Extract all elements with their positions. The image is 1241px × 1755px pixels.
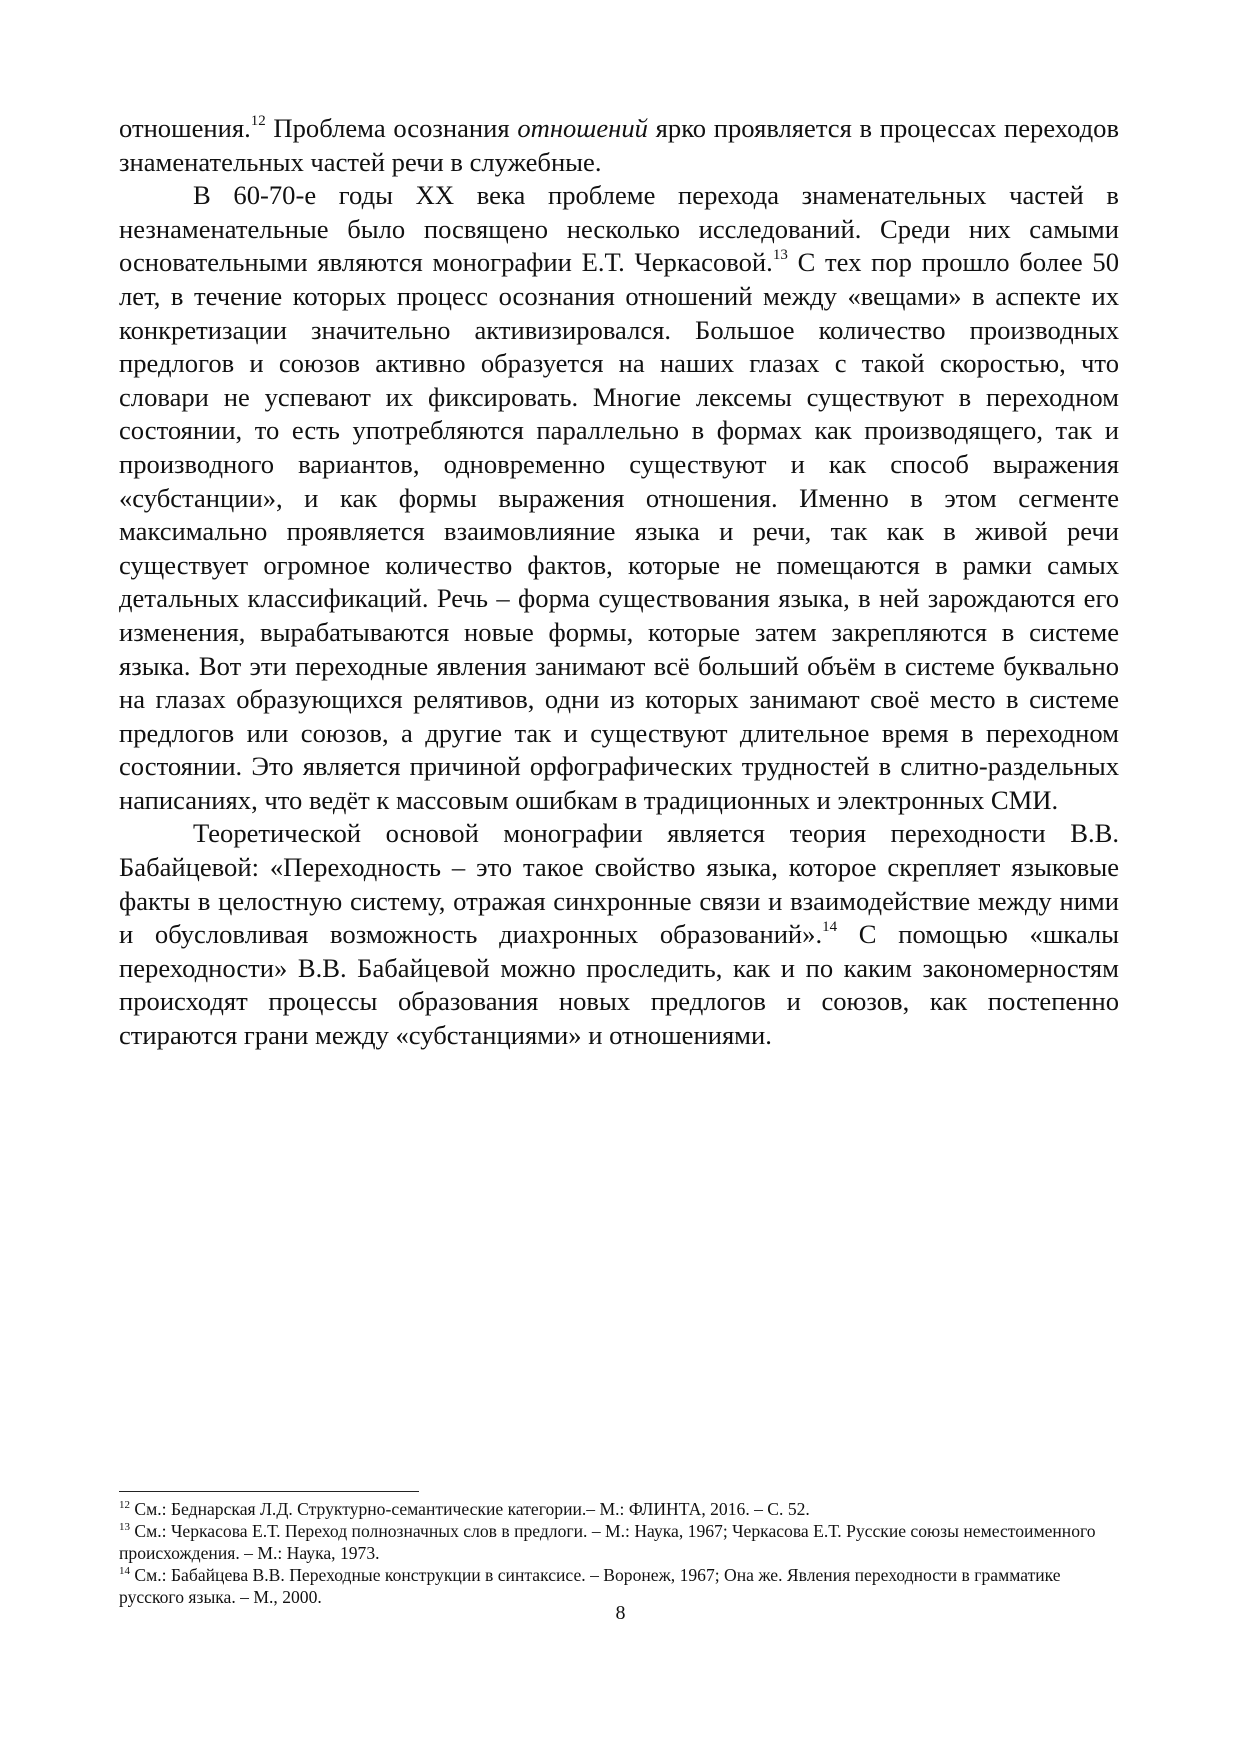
- footnote-number: 13: [119, 1521, 130, 1533]
- text-segment: ярко проявляется в процессах переходов знаменательных частей речи в служебные.: [119, 113, 1119, 177]
- paragraph-2: [119, 179, 1119, 817]
- text-segment: С тех пор прошло более 50 лет, в течение которых процесс осознания отношений между «вещами» в аспекте их конкретизации значительно активизировался. Большое количество производных предлогов и союзов активно образуется на наших глазах с такой скоростью, что словари не успевают их фиксировать. Многие лексемы существуют в переходном состоянии, то есть употребляются параллельно в формах как производящего, так и производного вариантов, одновременно существуют и как способ выражения «субстанции», и как формы выражения отношения. Именно в этом сегменте максимально проявляется взаимовлияние языка и речи, так как в живой речи существует огромное количество фактов, которые не помещаются в рамки самых детальных классификаций. Речь – форма существования языка, в ней зарождаются его изменения, вырабатываются новые формы, которые затем закрепляются в системе языка. Вот эти переходные явления занимают всё больший объём в системе буквально на глазах образующихся релятивов, одни из которых занимают своё место в системе предлогов или союзов, а другие так и существуют длительное время в переходном состоянии. Это является причиной орфографических трудностей в слитно-раздельных написаниях, что ведёт к массовым ошибкам в традиционных и электронных СМИ.: [119, 247, 1119, 815]
- page-number: 8: [615, 1602, 626, 1624]
- text-segment: Проблема осознания: [265, 113, 518, 143]
- footnote-ref-13[interactable]: 13: [772, 247, 788, 264]
- footnote-12: [119, 1498, 1119, 1520]
- footnote-ref-12[interactable]: 12: [250, 113, 266, 129]
- footnote-text: См.: Бабайцева В.В. Переходные конструкции в синтаксисе. – Воронеж, 1967; Она же. Явления переходности в грамматике русского языка. – М., 2000.: [119, 1565, 1061, 1607]
- text-segment: С помощью «шкалы переходности» В.В. Бабайцевой можно проследить, как и по каким закономерностям происходят процессы образования новых предлогов и союзов, как постепенно стираются грани между «субстанциями» и отношениями.: [119, 919, 1119, 1051]
- emphasis-text: отношений: [517, 113, 648, 143]
- footnote-number: 12: [119, 1499, 130, 1511]
- footnote-13: [119, 1520, 1119, 1564]
- body-text: [119, 112, 1119, 1053]
- footnote-separator: [119, 1491, 419, 1492]
- text-segment: отношения.: [119, 113, 251, 143]
- footnote-text: См.: Беднарская Л.Д. Структурно-семантические категории.– М.: ФЛИНТА, 2016. – С. 52.: [130, 1499, 810, 1519]
- text-segment: Теоретической основой монографии является теория переходности В.В. Бабайцевой: «Переходность – это такое свойство языка, которое скрепляет языковые факты в целостную систему, отражая синхронные связи и взаимодействие между ними и обусловливая возможность диахронных образований».: [119, 818, 1119, 950]
- footnote-number: 14: [119, 1565, 130, 1577]
- text-segment: В 60-70-е годы XX века проблеме перехода знаменательных частей в незнаменательные было посвящено несколько исследований. Среди них самыми основательными являются монографии Е.Т. Черкасовой.: [119, 180, 1119, 278]
- footnotes: [119, 1491, 1119, 1608]
- paragraph-3: [119, 817, 1119, 1052]
- footnote-text: См.: Черкасова Е.Т. Переход полнозначных слов в предлоги. – М.: Наука, 1967; Черкасова Е.Т. Русские союзы неместоименного происхождения. – М.: Наука, 1973.: [119, 1521, 1096, 1563]
- footnote-ref-14[interactable]: 14: [822, 919, 838, 936]
- paragraph-1: [119, 112, 1119, 179]
- page-content: [119, 112, 1119, 1053]
